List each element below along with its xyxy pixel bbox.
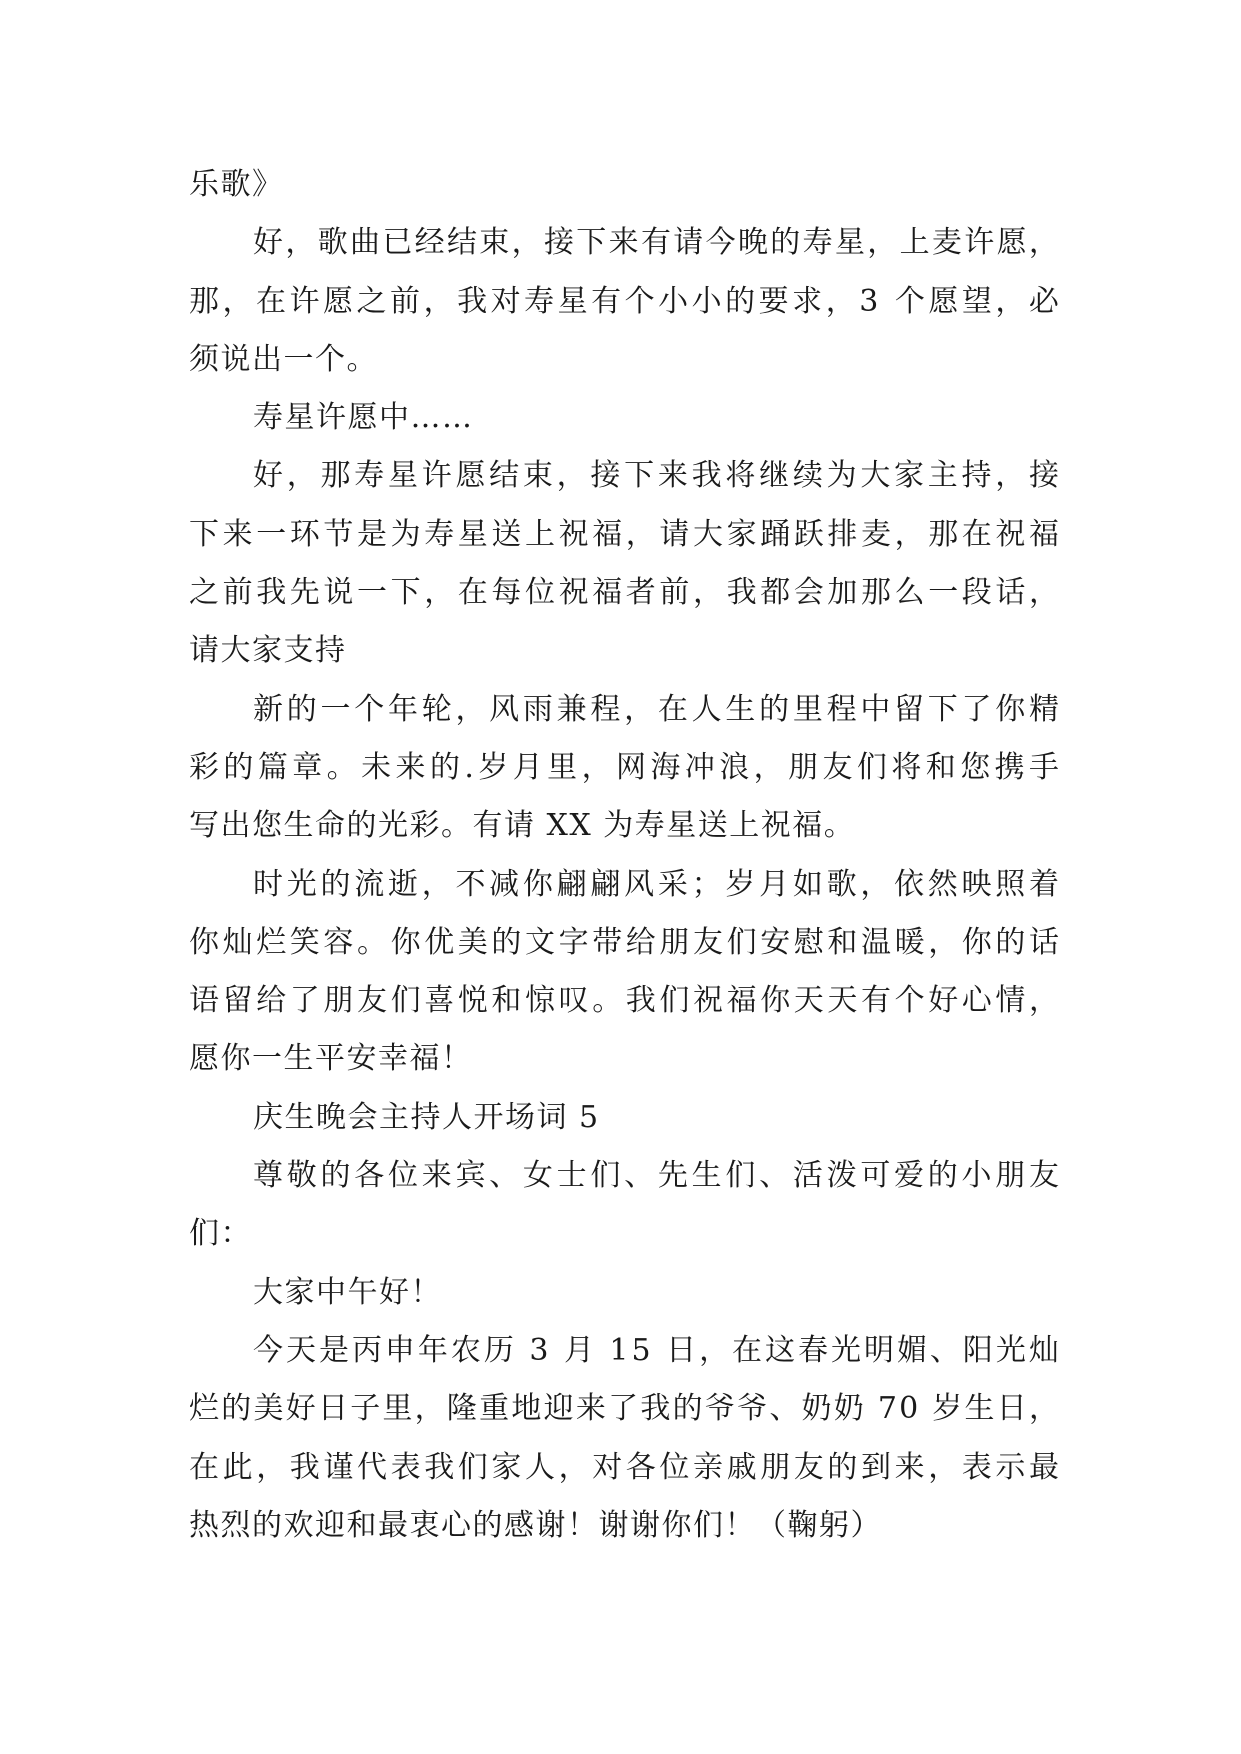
text-line: 写出您生命的光彩。有请 XX 为寿星送上祝福。 <box>189 808 856 844</box>
text-line: 寿星许愿中…… <box>253 400 474 436</box>
text-line: 庆生晚会主持人开场词 5 <box>253 1099 600 1135</box>
text-line: 们： <box>189 1216 252 1252</box>
text-line: 须说出一个。 <box>189 341 378 377</box>
text-line: 时光的流逝，不减你翩翩风采；岁月如歌，依然映照着 <box>253 866 1063 902</box>
text-line: 好，那寿星许愿结束，接下来我将继续为大家主持，接 <box>253 458 1063 494</box>
text-line: 今天是丙申年农历 3 月 15 日，在这春光明媚、阳光灿 <box>253 1332 1062 1368</box>
text-line: 那，在许愿之前，我对寿星有个小小的要求，3 个愿望，必 <box>189 283 1063 319</box>
text-line: 新的一个年轮，风雨兼程，在人生的里程中留下了你精 <box>253 691 1063 727</box>
text-line: 之前我先说一下，在每位祝福者前，我都会加那么一段话， <box>189 575 1063 611</box>
text-line: 彩的篇章。未来的.岁月里，网海冲浪，朋友们将和您携手 <box>189 749 1064 785</box>
text-line: 在此，我谨代表我们家人，对各位亲戚朋友的到来，表示最 <box>189 1449 1063 1485</box>
text-line: 下来一环节是为寿星送上祝福，请大家踊跃排麦，那在祝福 <box>189 516 1063 552</box>
text-line: 尊敬的各位来宾、女士们、先生们、活泼可爱的小朋友 <box>253 1158 1063 1194</box>
text-line: 烂的美好日子里，隆重地迎来了我的爷爷、奶奶 70 岁生日， <box>189 1391 1062 1427</box>
text-line: 大家中午好！ <box>253 1274 442 1310</box>
document-body <box>189 156 1064 1555</box>
text-line: 乐歌》 <box>189 167 284 202</box>
text-line: 语留给了朋友们喜悦和惊叹。我们祝福你天天有个好心情， <box>189 983 1063 1019</box>
text-line: 热烈的欢迎和最衷心的感谢！谢谢你们！（鞠躬） <box>189 1507 882 1543</box>
text-line: 你灿烂笑容。你优美的文字带给朋友们安慰和温暖，你的话 <box>189 924 1063 960</box>
text-line: 愿你一生平安幸福！ <box>189 1041 473 1077</box>
text-line: 好，歌曲已经结束，接下来有请今晚的寿星，上麦许愿， <box>253 225 1062 261</box>
text-line: 请大家支持 <box>189 633 347 669</box>
